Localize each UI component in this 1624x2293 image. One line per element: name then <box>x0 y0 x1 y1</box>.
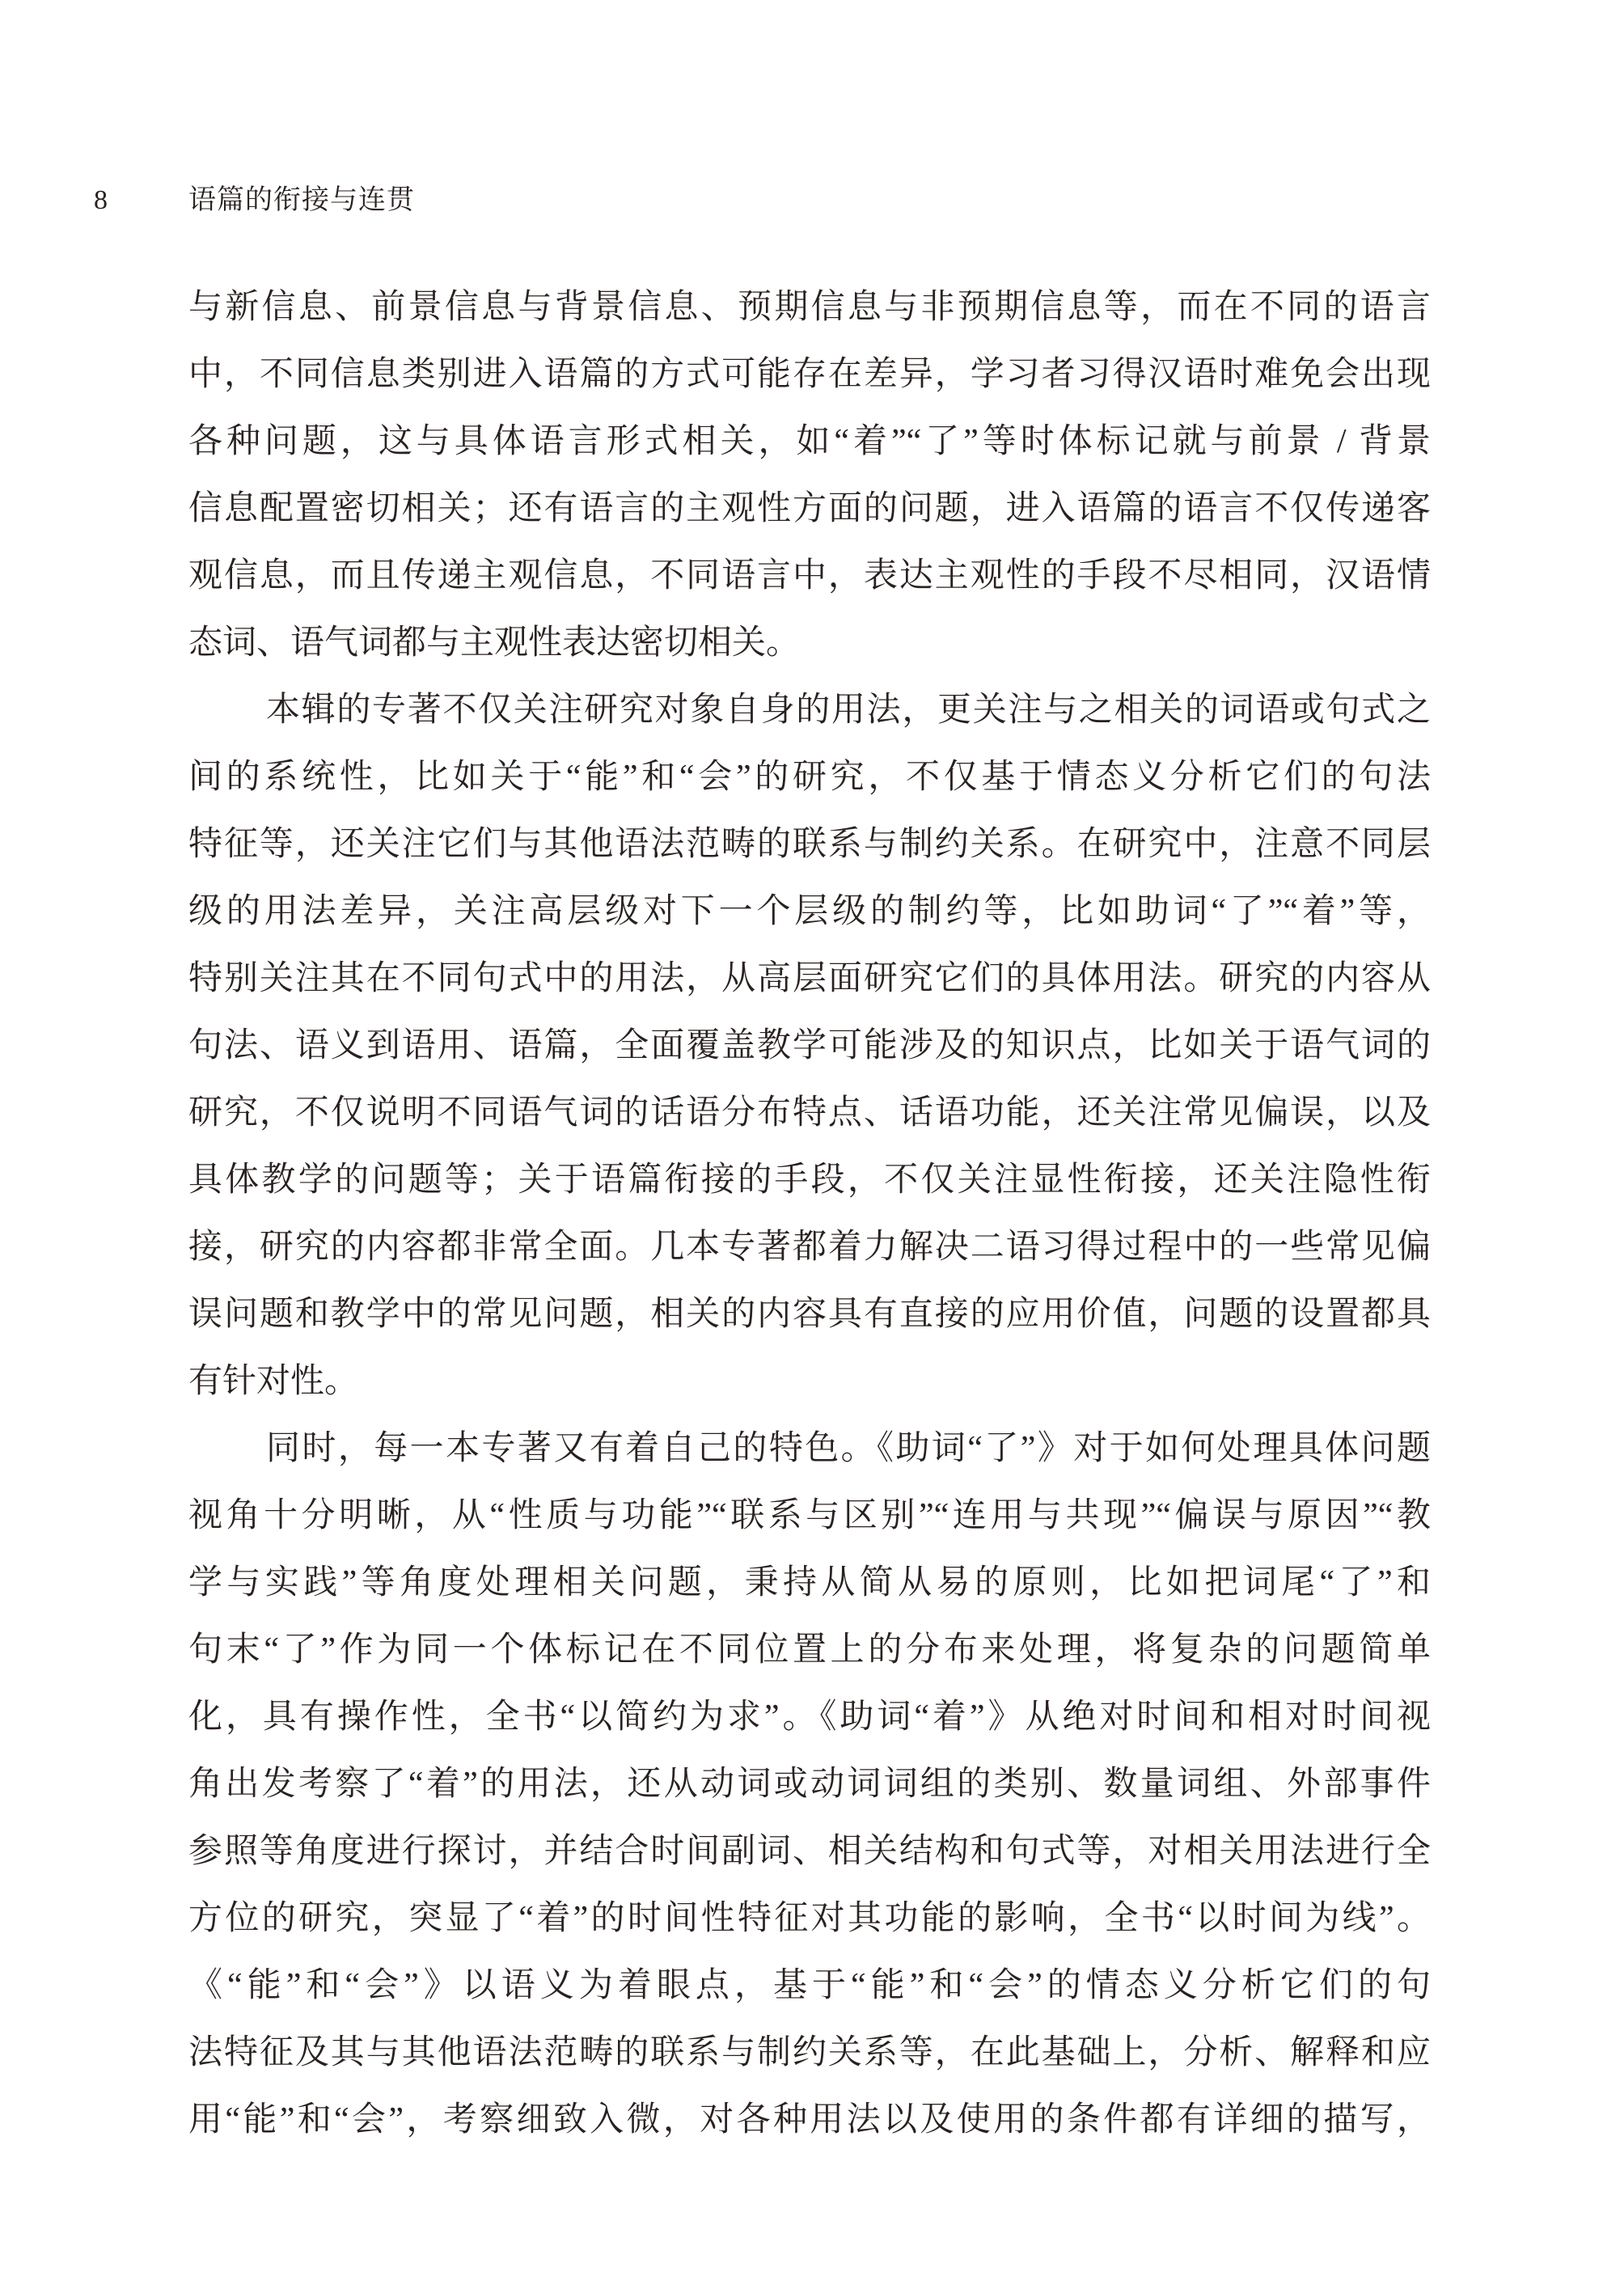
text-line: 化，具有操作性，全书“以简约为求”。《助词“着”》从绝对时间和相对时间视 <box>188 1699 1431 1736</box>
text-line: 参照等角度进行探讨，并结合时间副词、相关结构和句式等，对相关用法进行全 <box>188 1833 1431 1870</box>
text-line: 具体教学的问题等；关于语篇衔接的手段，不仅关注显性衔接，还关注隐性衔 <box>188 1161 1431 1199</box>
text-line: 法特征及其与其他语法范畴的联系与制约关系等，在此基础上，分析、解释和应 <box>188 2034 1431 2071</box>
text-line: 本辑的专著不仅关注研究对象自身的用法，更关注与之相关的词语或句式之 <box>266 692 1431 729</box>
text-line: 用“能”和“会”，考察细致入微，对各种用法以及使用的条件都有详细的描写， <box>188 2101 1431 2139</box>
text-line: 视角十分明晰，从“性质与功能”“联系与区别”“连用与共现”“偏误与原因”“教 <box>188 1497 1431 1534</box>
text-line: 与新信息、前景信息与背景信息、预期信息与非预期信息等，而在不同的语言 <box>188 289 1431 326</box>
page-header <box>0 183 1624 218</box>
page-number: 8 <box>94 185 108 215</box>
text-line: 《“能”和“会”》以语义为着眼点，基于“能”和“会”的情态义分析它们的句 <box>188 1967 1431 2004</box>
text-line: 句末“了”作为同一个体标记在不同位置上的分布来处理，将复杂的问题简单 <box>188 1631 1431 1669</box>
text-line: 角出发考察了“着”的用法，还从动词或动词词组的类别、数量词组、外部事件 <box>188 1766 1431 1803</box>
text-line: 级的用法差异，关注高层级对下一个层级的制约等，比如助词“了”“着”等， <box>188 893 1431 930</box>
text-line: 误问题和教学中的常见问题，相关的内容具有直接的应用价值，问题的设置都具 <box>188 1296 1431 1333</box>
text-line: 态词、语气词都与主观性表达密切相关。 <box>188 624 801 662</box>
text-line: 中，不同信息类别进入语篇的方式可能存在差异，学习者习得汉语时难免会出现 <box>188 356 1431 393</box>
text-line: 学与实践”等角度处理相关问题，秉持从简从易的原则，比如把词尾“了”和 <box>188 1564 1431 1601</box>
text-line: 间的系统性，比如关于“能”和“会”的研究，不仅基于情态义分析它们的句法 <box>188 759 1431 796</box>
text-line: 特别关注其在不同句式中的用法，从高层面研究它们的具体用法。研究的内容从 <box>188 960 1431 997</box>
text-line: 观信息，而且传递主观信息，不同语言中，表达主观性的手段不尽相同，汉语情 <box>188 557 1431 594</box>
page-body <box>188 274 1431 2154</box>
text-line: 接，研究的内容都非常全面。几本专著都着力解决二语习得过程中的一些常见偏 <box>188 1229 1431 1266</box>
text-line: 有针对性。 <box>188 1363 359 1400</box>
text-line: 各种问题，这与具体语言形式相关，如“着”“了”等时体标记就与前景 / 背景 <box>188 423 1431 460</box>
text-line: 同时，每一本专著又有着自己的特色。《助词“了”》对于如何处理具体问题 <box>266 1430 1431 1467</box>
text-line: 信息配置密切相关；还有语言的主观性方面的问题，进入语篇的语言不仅传递客 <box>188 490 1431 527</box>
text-line: 方位的研究，突显了“着”的时间性特征对其功能的影响，全书“以时间为线”。 <box>188 1900 1431 1937</box>
text-line: 特征等，还关注它们与其他语法范畴的联系与制约关系。在研究中，注意不同层 <box>188 826 1431 863</box>
text-line: 研究，不仅说明不同语气词的话语分布特点、话语功能，还关注常见偏误，以及 <box>188 1094 1431 1132</box>
running-head-title: 语篇的衔接与连贯 <box>188 185 415 215</box>
text-line: 句法、语义到语用、语篇，全面覆盖教学可能涉及的知识点，比如关于语气词的 <box>188 1027 1431 1064</box>
